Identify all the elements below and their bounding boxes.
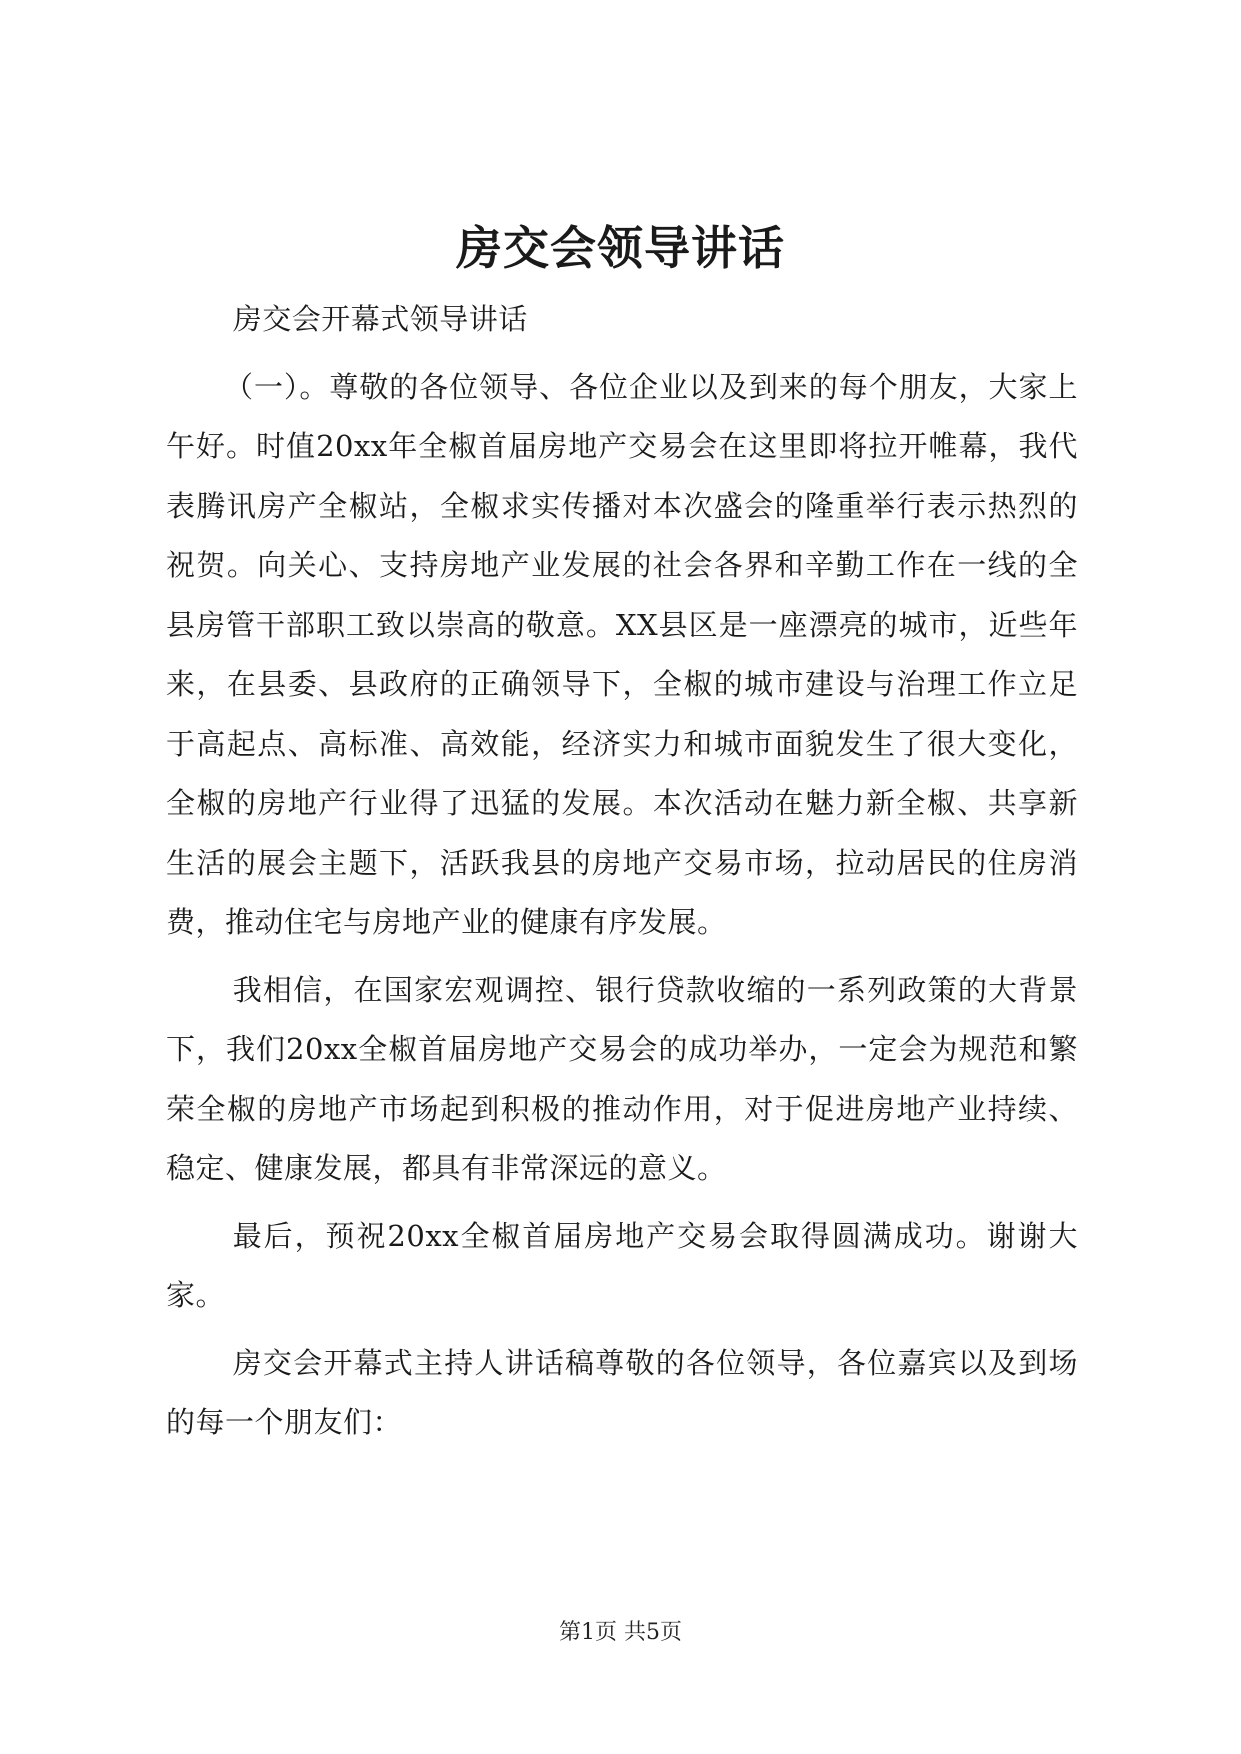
paragraph-belief: 我相信，在国家宏观调控、银行贷款收缩的一系列政策的大背景下，我们20xx全椒首届房地产交易会的成功举办，一定会为规范和繁荣全椒的房地产市场起到积极的推动作用，对于促进房地产业持续、稳定、健康发展，都具有非常深远的意义。 bbox=[166, 972, 1078, 1185]
paragraph-subtitle: 房交会开幕式领导讲话 bbox=[232, 302, 528, 336]
document-title: 房交会领导讲话 bbox=[456, 221, 785, 275]
document-body bbox=[166, 290, 1078, 1453]
paragraph-host-speech: 房交会开幕式主持人讲话稿尊敬的各位领导，各位嘉宾以及到场的每一个朋友们： bbox=[166, 1345, 1078, 1439]
paragraph-closing: 最后，预祝20xx全椒首届房地产交易会取得圆满成功。谢谢大家。 bbox=[166, 1218, 1078, 1312]
paragraph-opening-speech: （一）。尊敬的各位领导、各位企业以及到来的每个朋友，大家上午好。时值20xx年全椒首届房地产交易会在这里即将拉开帷幕，我代表腾讯房产全椒站，全椒求实传播对本次盛会的隆重举行表示热烈的祝贺。向关心、支持房地产业发展的社会各界和辛勤工作在一线的全县房管干部职工致以崇高的敬意。XX县区是一座漂亮的城市，近些年来，在县委、县政府的正确领导下，全椒的城市建设与治理工作立足于高起点、高标准、高效能，经济实力和城市面貌发生了很大变化，全椒的房地产行业得了迅猛的发展。本次活动在魅力新全椒、共享新生活的展会主题下，活跃我县的房地产交易市场，拉动居民的住房消费，推动住宅与房地产业的健康有序发展。 bbox=[166, 369, 1078, 939]
page-number-footer: 第1页 共5页 bbox=[559, 1620, 682, 1645]
